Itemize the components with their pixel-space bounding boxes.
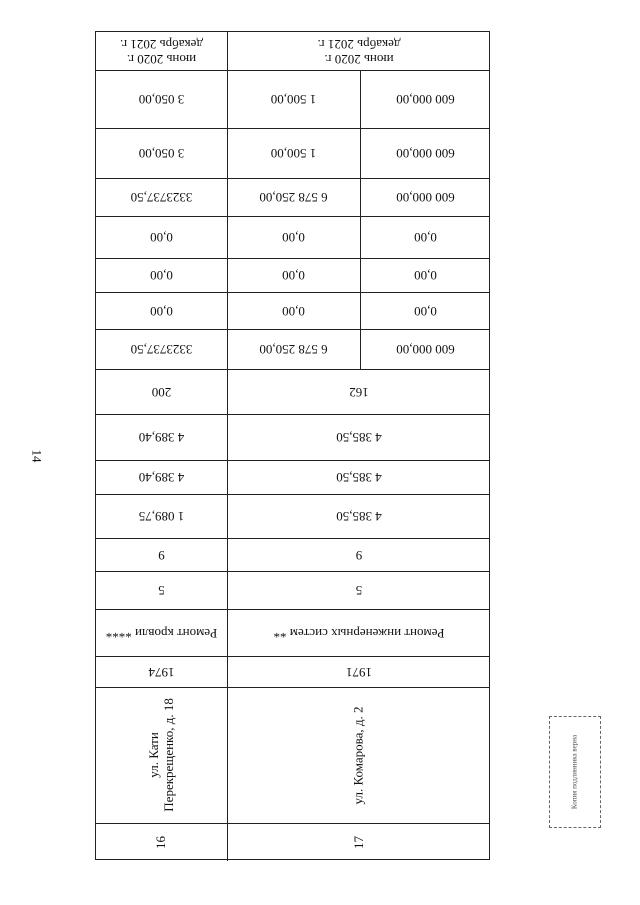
table-cell: 3323737,50 — [130, 342, 193, 358]
table-cell: 4 385,50 — [336, 509, 382, 525]
table-cell: 1 089,75 — [138, 509, 185, 525]
data-table — [95, 31, 490, 860]
table-cell: 162 — [349, 384, 369, 400]
table-cell: 9 — [355, 547, 363, 563]
table-cell: 600 000,00 — [396, 342, 455, 358]
table-cell: 3 050,00 — [138, 92, 185, 108]
table-cell: 0,00 — [414, 303, 437, 319]
table-cell: 0,00 — [414, 230, 437, 246]
table-cell: 5 — [158, 583, 165, 599]
table-cell: 600 000,00 — [396, 92, 455, 108]
table-cell: 3323737,50 — [130, 190, 193, 206]
certification-stamp: Копия подлинника верна — [549, 716, 601, 828]
table-cell: 5 — [355, 583, 363, 599]
table-cell: 3 050,00 — [138, 146, 185, 162]
address-cell-left: ул. Комарова, д. 2 — [350, 706, 366, 804]
table-cell: 0,00 — [414, 268, 437, 284]
table-cell: 6 578 250,00 — [259, 190, 328, 206]
table-cell: 4 389,40 — [138, 470, 185, 486]
table-cell: 4 389,40 — [138, 430, 185, 446]
period-cell-left: июнь 2020 г. декабрь 2021 г. — [317, 37, 401, 67]
table-cell: Ремонт инженерных систем ** — [273, 625, 445, 641]
table-cell: 6 578 250,00 — [259, 342, 328, 358]
table-cell: 4 385,50 — [336, 470, 382, 486]
table-cell: 600 000,00 — [396, 146, 455, 162]
page-number: 14 — [29, 449, 45, 463]
row-number-left: 17 — [350, 835, 366, 849]
table-cell: 9 — [158, 547, 165, 563]
table-cell: 1971 — [346, 664, 372, 680]
row-number-right: 16 — [153, 835, 169, 849]
table-cell: 0,00 — [282, 230, 305, 246]
table-cell: 4 385,50 — [336, 430, 382, 446]
table-cell: 600 000,00 — [396, 190, 455, 206]
table-cell: 0,00 — [282, 303, 305, 319]
table-cell: 0,00 — [150, 268, 173, 284]
table-cell: 200 — [151, 384, 172, 400]
table-cell: 1 500,00 — [270, 92, 317, 108]
table-cell: 1 500,00 — [270, 146, 317, 162]
table-cell: 0,00 — [150, 230, 173, 246]
table-cell: 0,00 — [150, 303, 173, 319]
table-cell: 0,00 — [282, 268, 305, 284]
period-cell-right: июнь 2020 г. декабрь 2021 г. — [120, 37, 203, 67]
table-cell: Ремонт кровли **** — [105, 625, 218, 641]
table-cell: 1974 — [148, 664, 175, 680]
address-cell-right: ул. Кати Перекрещенко, д. 18 — [145, 698, 176, 812]
